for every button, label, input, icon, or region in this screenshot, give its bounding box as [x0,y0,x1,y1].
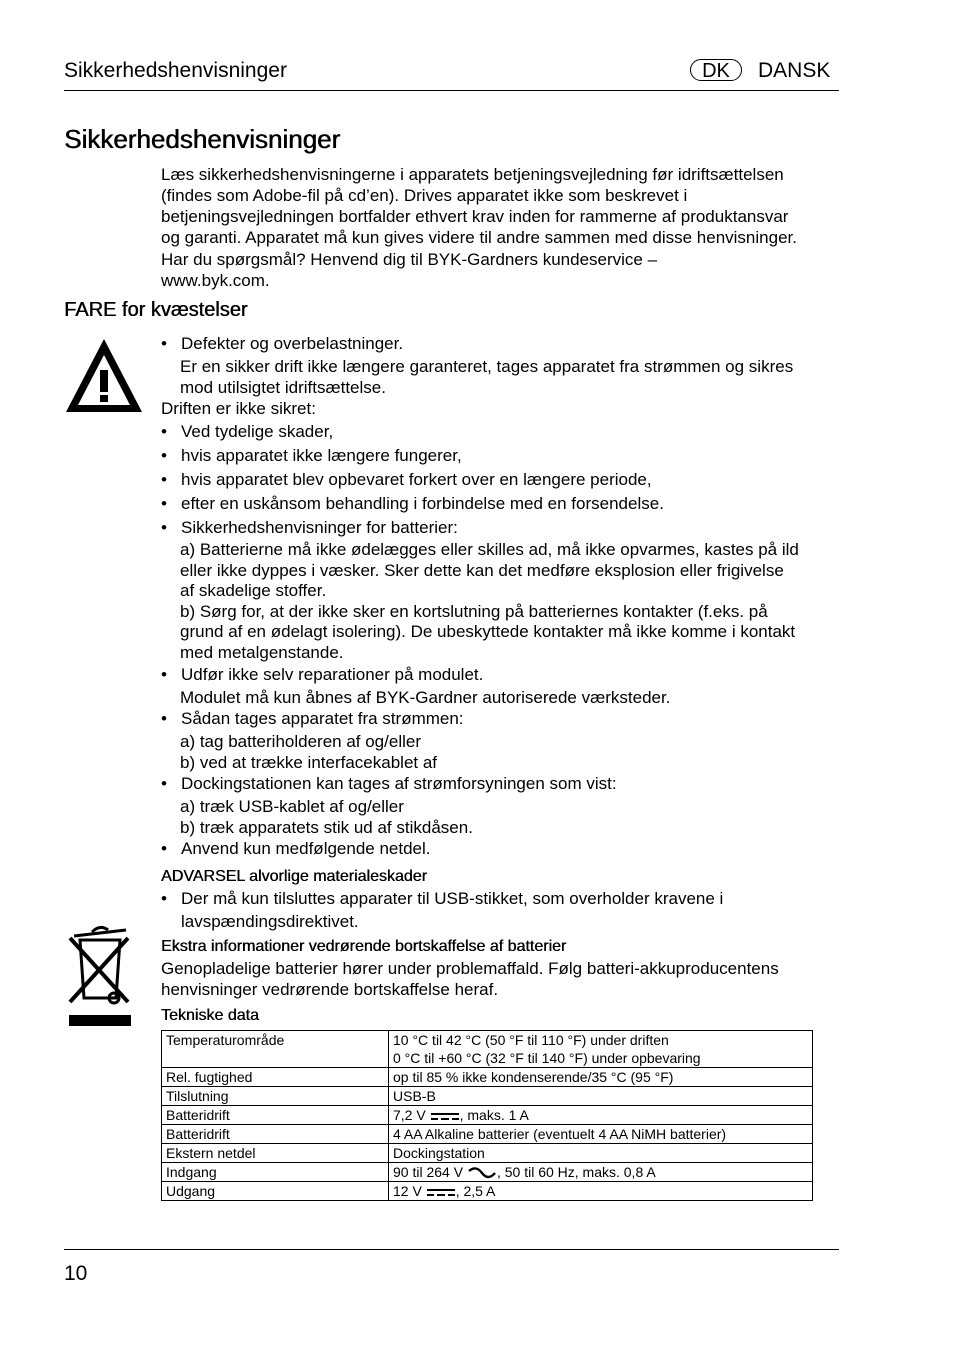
intro-line: betjeningsvejledningen bortfalder ethvert krav inden for rammerne af produktansvar [161,207,789,226]
table-cell-value: 90 til 264 V , 50 til 60 Hz, maks. 0,8 A [389,1163,813,1182]
header-rule [64,90,839,91]
table-cell-value: 4 AA Alkaline batterier (eventuelt 4 AA NiMH batterier) [389,1125,813,1144]
list-item-detail: Er en sikker drift ikke længere garanteret, tages apparatet fra strømmen og sikres mod utilsigtet idriftsættelse. [180,357,794,397]
not-safe-label: Driften er ikke sikret: [161,399,316,418]
page-number: 10 [64,1262,88,1285]
table-cell-key: Ekstern netdel [162,1144,389,1163]
intro-line: Læs sikkerhedshenvisningerne i apparatets betjeningsvejledning før idriftsættelsen [161,165,784,184]
list-item-detail: a) træk USB-kablet af og/eller b) træk apparatets stik ud af stikdåsen. [180,797,473,837]
footer-rule [64,1249,839,1250]
table-cell-value: Dockingstation [389,1144,813,1163]
battery-details: a) Batterierne må ikke ødelægges eller skilles ad, må ikke opvarmes, kastes på ild eller ikke dyppes i væsker. Sker dette kan det medføre eksplosion eller frigivelse af skadelige stoffer. b) Sørg for, at der ikke sker en kortslutning på batteriernes kontakter (f.eks. på grund af en ødelagt isolering). De ubeskyttede kontakter må ikke komme i kontakt med metalgenstande. [180,540,799,662]
disposal-heading: Ekstra informationer vedrørende bortskaffelse af batterier [161,938,567,955]
danger-heading: FARE for kvæstelser [64,299,248,321]
table-cell-value: USB-B [389,1087,813,1106]
intro-line: www.byk.com. [161,271,270,290]
language-name: DANSK [758,59,831,82]
table-row [162,1087,813,1106]
intro-line: (findes som Adobe-fil på cd’en). Drives apparatet ikke som beskrevet i [161,186,688,205]
table-cell-value: 12 V , 2,5 A [389,1182,813,1201]
table-cell-key: Udgang [162,1182,389,1201]
table-cell-value: 7,2 V , maks. 1 A [389,1106,813,1125]
table-row [162,1163,813,1182]
list-item-detail: a) tag batteriholderen af og/eller b) ved at trække interfacekablet af [180,732,438,772]
table-cell-key: Rel. fugtighed [162,1068,389,1087]
table-row [162,1144,813,1163]
table-cell-key: Indgang [162,1163,389,1182]
table-row [162,1182,813,1201]
intro-line: og garanti. Apparatet må kun gives videre til andre sammen med disse henvisninger. [161,228,797,247]
table-row [162,1106,813,1125]
table-row [162,1068,813,1087]
tech-data-table [161,1030,813,1201]
dc-symbol-icon [426,1188,456,1197]
table-row [162,1125,813,1144]
table-cell-value: op til 85 % ikke kondenserende/35 °C (95 °F) [389,1068,813,1087]
crossed-out-bin-icon [66,924,132,1028]
table-cell-key: Batteridrift [162,1106,389,1125]
page-title: Sikkerhedshenvisninger [64,124,341,154]
intro-line: Har du spørgsmål? Henvend dig til BYK-Gardners kundeservice – [161,250,658,269]
table-cell-key: Batteridrift [162,1125,389,1144]
tech-heading: Tekniske data [161,1007,259,1024]
running-header-title: Sikkerhedshenvisninger [64,59,287,82]
dc-symbol-icon [430,1112,460,1121]
list-item-detail: Modulet må kun åbnes af BYK-Gardner autoriserede værksteder. [180,688,671,707]
warning-heading: ADVARSEL alvorlige materialeskader [161,868,427,885]
table-cell-key: Tilslutning [162,1087,389,1106]
language-code-badge: DK [690,59,742,81]
table-row [162,1031,813,1068]
warning-triangle-icon [64,337,144,414]
disposal-text: Genopladelige batterier hører under problemaffald. Følg batteri-akkuproducentens henvisninger vedrørende bortskaffelse heraf. [161,959,779,999]
table-cell-value: 10 °C til 42 °C (50 °F til 110 °F) under driften 0 °C til +60 °C (32 °F til 140 °F) under opbevaring [389,1031,813,1068]
table-cell-key: Temperaturområde [162,1031,389,1068]
intro-paragraph [161,164,841,291]
ac-symbol-icon [467,1167,497,1179]
